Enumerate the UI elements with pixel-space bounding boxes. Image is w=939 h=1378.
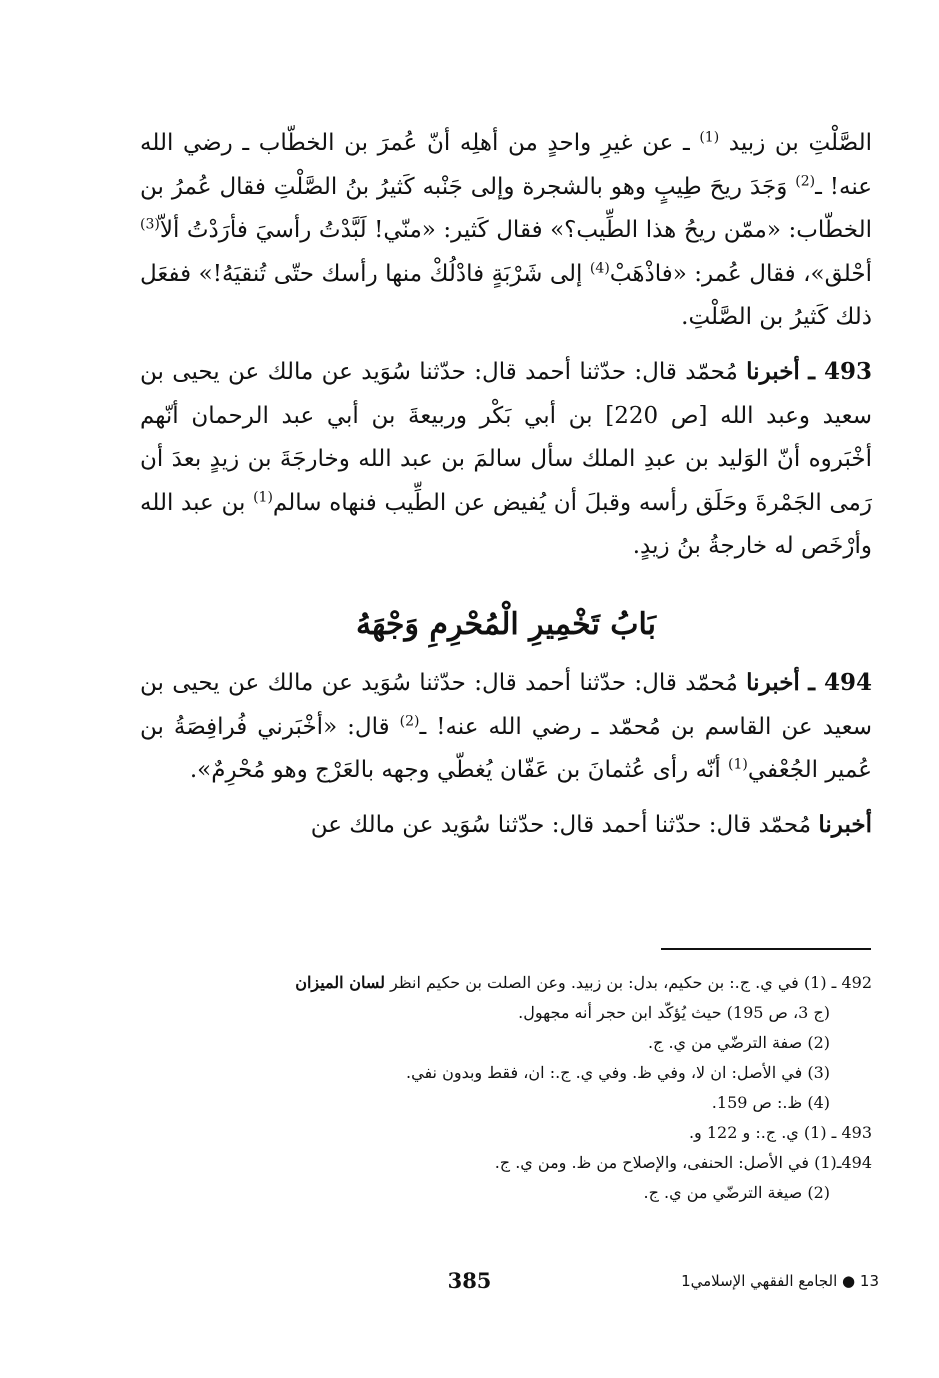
- text-span: بن أبي بَكْر وربيعةَ بن أبي عبد الرحمان أنّهم أخْبَروه أنّ الوَليد بن عبدِ الملك سأل سالمَ بن عبد الله وخارجَةَ بن زيدٍ بعدَ أن رَمى الجَمْرةَ وحَلَق رأسه وقبلَ أن يُفيض عن الطِّيب فنهاه سالم: [140, 402, 872, 516]
- text-span: الصَّلْتِ بن زبيد: [719, 130, 872, 156]
- footnote-ref: (1): [699, 129, 720, 146]
- book-title: لسان الميزان: [295, 973, 385, 992]
- page-reference: [ص 220]: [605, 402, 708, 429]
- text-span: مُحمّد قال: حدّثنا أحمد قال: حدّثنا سُوَيد عن مالك عن يحيى بن سعيد عن القاسم بن مُحمّد ـ رضي الله عنه! ـ: [140, 669, 872, 740]
- footnote-ref: (2): [795, 172, 816, 189]
- paragraph-493: [140, 350, 872, 569]
- text-span: أحْلق»، فقال عُمر: «فاذْهَبْ: [609, 260, 873, 287]
- page-footer: [0, 1268, 939, 1302]
- paragraph-494: [140, 661, 872, 793]
- lead-word: أخبرنا: [818, 810, 872, 838]
- footnote: (2) صيغة الترضّي من ي. ج.: [643, 1183, 830, 1202]
- page-number: 385: [447, 1268, 492, 1293]
- lead-word: أخبرنا: [746, 668, 800, 696]
- paragraph-492-continuation: [140, 122, 872, 340]
- chapter-heading: بَابُ تَخْمِيرِ الْمُحْرِمِ وَجْهَهُ: [356, 606, 656, 642]
- footnote-ref: (2): [399, 712, 420, 729]
- footnote-text: 492 ـ (1) في ي. ج.: بن حكيم، بدل: بن زبيد. وعن الصلت بن حكيم انظر: [384, 973, 872, 992]
- text-span: ـ عن غيرِ واحدٍ من أهلِه أنّ عُمرَ بن الخطّاب ـ رضي الله عنه! ـ: [140, 130, 872, 200]
- text-span: مُحمّد قال: حدّثنا أحمد قال: حدّثنا سُوَيد عن مالك عن: [310, 811, 819, 838]
- footnote: [260, 968, 872, 1028]
- paragraph-495-start: [140, 803, 872, 848]
- footnote-continuation: (ج 3، ص 195) حيث يُؤكّد ابن حجر أنه مجهول.: [518, 1003, 830, 1022]
- footnote: (3) في الأصل: ان لا، وفي ظ. وفي ي. ج.: ان، فقط وبدون نفي.: [406, 1063, 830, 1082]
- footnote: 494ـ(1) في الأصل: الحنفى، والإصلاح من ظ. ومن ي. ج.: [494, 1153, 872, 1172]
- footnote: (2) صفة الترضّي من ي. ج.: [647, 1033, 830, 1052]
- text-span: بن عبد الله وأرْخَص له خارجةُ بنُ زيدٍ.: [140, 489, 872, 560]
- footnotes: [260, 968, 872, 1208]
- main-text: [140, 122, 872, 847]
- hadith-number: 493 ـ: [808, 357, 873, 385]
- footnote: (4) ظ.: ص 159.: [711, 1093, 830, 1112]
- footnote-ref: (3): [140, 216, 160, 233]
- footnote-ref: (1): [728, 756, 748, 773]
- footnote-ref: (4): [589, 260, 610, 277]
- text-span: أنّه رأى عُثمانَ بن عَفّان يُغطّي وجهه بالعَرْج وهو مُحْرِمٌ».: [189, 757, 729, 784]
- footnote-separator: [661, 948, 871, 950]
- footnote: 493 ـ (1) ي. ج.: و 122 و.: [688, 1123, 872, 1142]
- text-span: إلى شَرْبَةٍ فادْلُكْ منها رأسك حتّى تُنقيَهُ!» ففعَل ذلك كَثيرُ بن الصَّلْتِ.: [140, 260, 872, 331]
- printer-signature: 13 ● الجامع الفقهي الإسلامي1: [681, 1272, 879, 1290]
- footnote-ref: (1): [253, 489, 273, 506]
- hadith-number: 494 ـ: [808, 668, 873, 696]
- lead-word: أخبرنا: [746, 357, 800, 385]
- text-span: وَجَدَ ريحَ طِيبٍ وهو بالشجرة وإلى جَنْبه كَثيرُ بنُ الصَّلْتِ فقال عُمرُ بن الخطّاب: «ممّن ريحُ هذا الطِّيب؟» فقال كَثير: «منّي! لَبَّدْتُ رأسيَ فأرَدْتُ ألاّ: [140, 173, 872, 244]
- text-span: مُحمّد قال: حدّثنا أحمد قال: حدّثنا سُوَيد عن مالك عن يحيى بن سعيد وعبد الله: [140, 358, 872, 429]
- text-span: قال: «أخْبَرني فُرافِصَةُ بن عُمير الجُعْفي: [140, 713, 872, 784]
